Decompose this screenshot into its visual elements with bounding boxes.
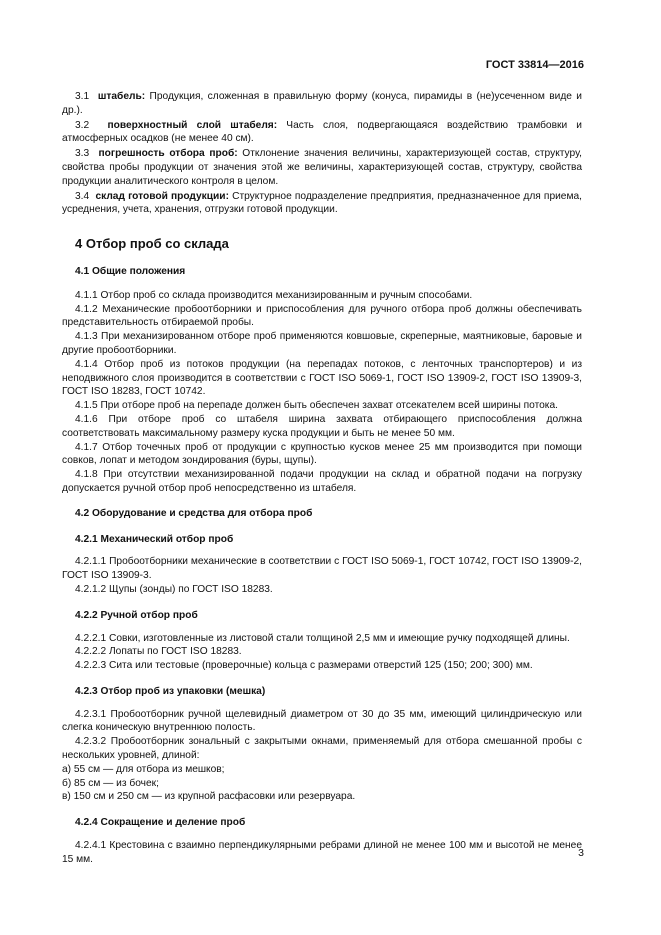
definition-3-2: 3.2 поверхностный слой штабеля: Часть слоя, подвергающаяся воздействию трамбовки и атмосферных осадков (не менее 40 см). <box>62 119 582 145</box>
page-number: 3 <box>578 847 584 859</box>
clause-4-2-2-3: 4.2.2.3 Сита или тестовые (проверочные) кольца с размерами отверстий 125 (150; 200; 300) мм. <box>75 660 533 672</box>
document-header: ГОСТ 33814—2016 <box>485 59 584 71</box>
clause-4-2-4-1: 4.2.4.1 Крестовина с взаимно перпендикулярными ребрами длиной не менее 100 мм и высотой не менее 15 мм. <box>62 840 582 865</box>
clause-4-1-3: 4.1.3 При механизированном отборе проб применяются ковшовые, скреперные, маятниковые, баровые и другие пробоотборники. <box>62 331 582 356</box>
clause-4-2-1-2: 4.2.1.2 Щупы (зонды) по ГОСТ ISO 18283. <box>75 583 273 595</box>
clause-4-1-8: 4.1.8 При отсутствии механизированной подачи продукции на склад и обратной подачи на погрузку допускается ручной отбор проб непосредственно из штабеля. <box>62 469 582 494</box>
clause-4-1-7: 4.1.7 Отбор точечных проб от продукции с крупностью кусков менее 25 мм производится при помощи совков, лопат и методом зондирования (буры, щупы). <box>62 441 582 467</box>
clause-4-2-3-2: 4.2.3.2 Пробоотборник зональный с закрытыми окнами, применяемый для отбора смешанной пробы с нескольких уровней, длиной: <box>62 736 582 762</box>
page-content <box>62 90 582 867</box>
section-4-title: 4 Отбор проб со склада <box>75 236 229 252</box>
section-4-2-1-title: 4.2.1 Механический отбор проб <box>75 533 234 545</box>
clause-4-2-2-1: 4.2.2.1 Совки, изготовленные из листовой стали толщиной 2,5 мм и имеющие ручку подходящей длины. <box>75 632 570 644</box>
clause-4-1-4: 4.1.4 Отбор проб из потоков продукции (на перепадах потоков, с ленточных транспортеров) и из неподвижного слоя производится в соответствии с ГОСТ ISO 5069-1, ГОСТ ISO 13909-2, ГОСТ ISO 13909-3, ГОСТ ISO 18283, ГОСТ 10742. <box>62 358 582 398</box>
clause-4-1-5: 4.1.5 При отборе проб на перепаде должен быть обеспечен захват отсекателем всей ширины потока. <box>75 400 558 412</box>
clause-4-2-2-2: 4.2.2.2 Лопаты по ГОСТ ISO 18283. <box>75 646 242 658</box>
list-item: в) 150 см и 250 см — из крупной расфасовки или резервуара. <box>62 791 356 803</box>
clause-4-1-6: 4.1.6 При отборе проб со штабеля ширина захвата отбирающего приспособления должна соответствовать максимальному размеру куска продукции и быть не менее 50 мм. <box>62 413 582 439</box>
list-item: б) 85 см — из бочек; <box>62 777 159 789</box>
definition-3-4: 3.4 склад готовой продукции: Структурное подразделение предприятия, предназначенное для приема, усреднения, учета, хранения, отгрузки готовой продукции. <box>62 190 582 216</box>
clause-4-1-2: 4.1.2 Механические пробоотборники и приспособления для ручного отбора проб должны обеспечивать представительность отбираемой пробы. <box>62 303 582 329</box>
clause-4-2-1-1: 4.2.1.1 Пробоотборники механические в соответствии с ГОСТ ISO 5069-1, ГОСТ 10742, ГОСТ ISO 13909-2, ГОСТ ISO 13909-3. <box>62 556 582 582</box>
definition-3-1: 3.1 штабель: Продукция, сложенная в правильную форму (конуса, пирамиды в (не)усеченном виде и др.). <box>62 91 582 116</box>
length-list <box>62 763 582 804</box>
section-4-1-title: 4.1 Общие положения <box>75 265 186 277</box>
list-item: а) 55 см — для отбора из мешков; <box>62 763 225 775</box>
section-4-2-2-title: 4.2.2 Ручной отбор проб <box>75 609 198 621</box>
section-4-2-title: 4.2 Оборудование и средства для отбора проб <box>75 507 313 519</box>
section-4-2-3-title: 4.2.3 Отбор проб из упаковки (мешка) <box>75 685 266 697</box>
clause-4-1-1: 4.1.1 Отбор проб со склада производится механизированным и ручным способами. <box>75 289 473 301</box>
definition-3-3: 3.3 погрешность отбора проб: Отклонение значения величины, характеризующей состав, структуру, свойства пробы продукции от значения этой же величины, характеризующей состав, структуру, свойства продукции аналитического контроля в целом. <box>62 148 582 187</box>
section-4-2-4-title: 4.2.4 Сокращение и деление проб <box>75 817 246 829</box>
clause-4-2-3-1: 4.2.3.1 Пробоотборник ручной щелевидный диаметром от 30 до 35 мм, имеющий цилиндрическую или слегка коническую внутреннюю полость. <box>62 708 582 734</box>
